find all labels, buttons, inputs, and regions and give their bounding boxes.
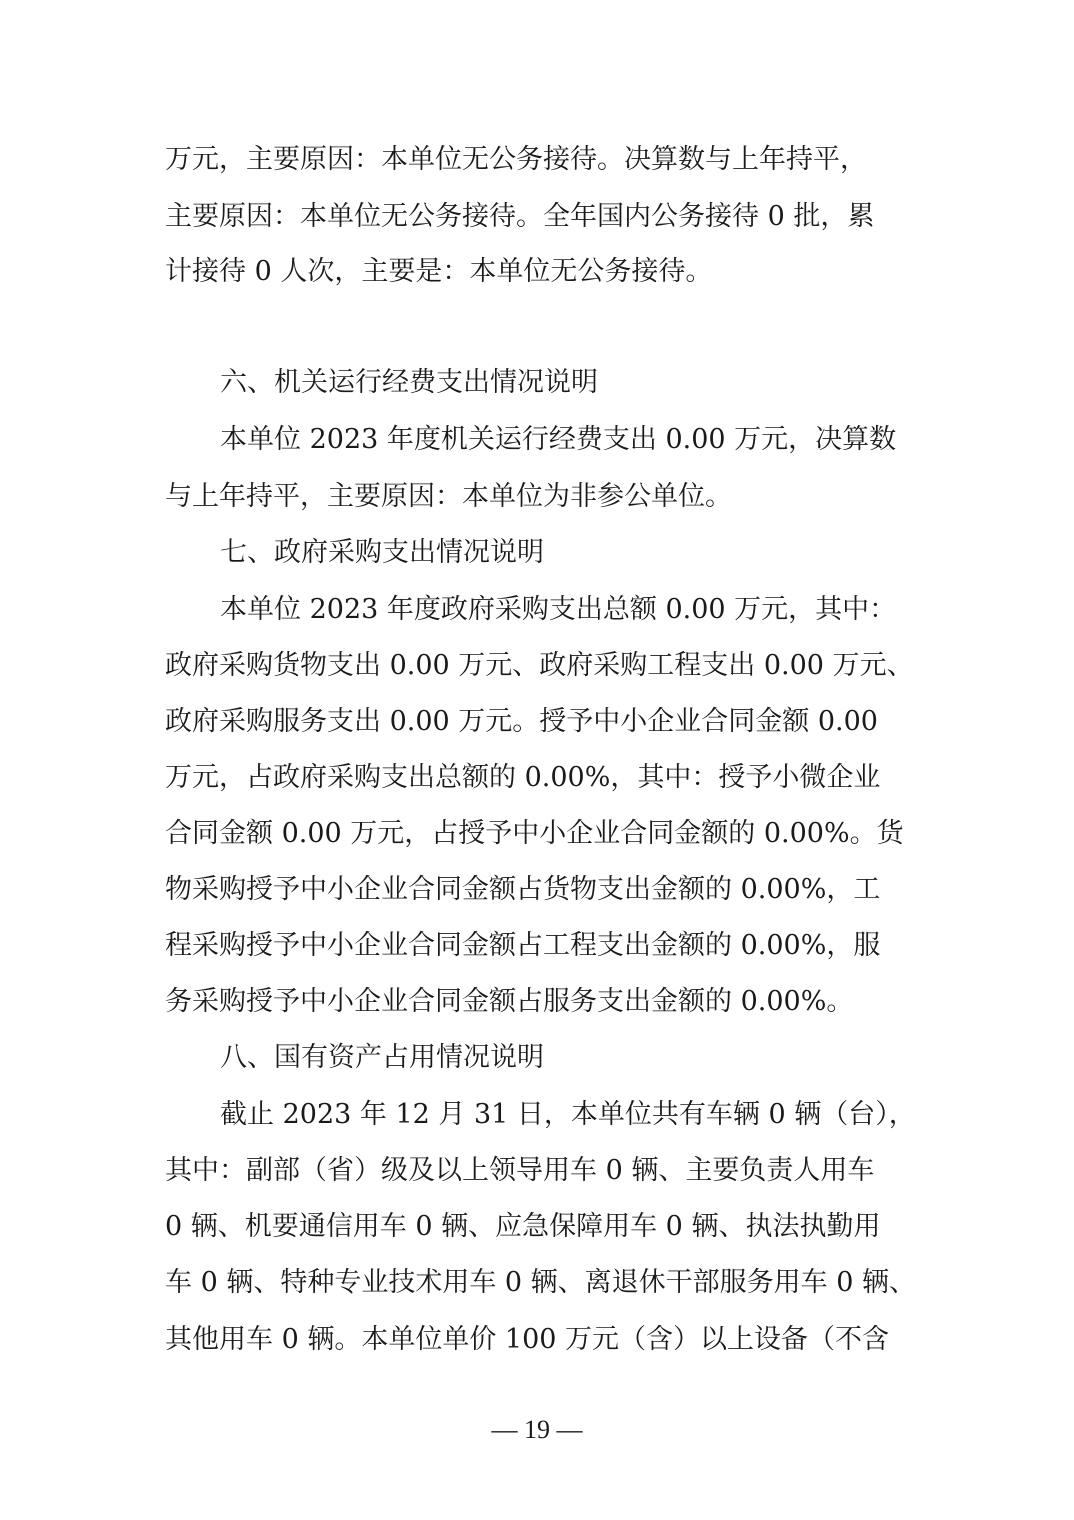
text-line: 物采购授予中小企业合同金额占货物支出金额的 0.00%，工 [165, 874, 881, 905]
text-line: 0 辆、机要通信用车 0 辆、应急保障用车 0 辆、执法执勤用 [165, 1211, 881, 1242]
text-line: 与上年持平，主要原因：本单位为非参公单位。 [165, 481, 732, 512]
text-line: 本单位 2023 年度机关运行经费支出 0.00 万元，决算数 [220, 424, 897, 455]
section-heading: 七、政府采购支出情况说明 [220, 537, 544, 568]
text-line: 万元，主要原因：本单位无公务接待。决算数与上年持平， [165, 144, 867, 175]
text-line: 务采购授予中小企业合同金额占服务支出金额的 0.00%。 [165, 986, 854, 1017]
text-line: 本单位 2023 年度政府采购支出总额 0.00 万元，其中： [220, 594, 897, 625]
page-number: — 19 — [491, 1415, 583, 1444]
text-line: 其中：副部（省）级及以上领导用车 0 辆、主要负责人用车 [165, 1155, 875, 1186]
text-line: 车 0 辆、特种专业技术用车 0 辆、离退休干部服务用车 0 辆、 [165, 1267, 917, 1298]
text-line: 政府采购货物支出 0.00 万元、政府采购工程支出 0.00 万元、 [165, 650, 914, 681]
text-line: 主要原因：本单位无公务接待。全年国内公务接待 0 批，累 [165, 201, 875, 232]
text-line: 万元，占政府采购支出总额的 0.00%，其中：授予小微企业 [165, 762, 881, 793]
section-heading: 八、国有资产占用情况说明 [220, 1042, 544, 1073]
section-heading: 六、机关运行经费支出情况说明 [220, 367, 598, 398]
text-line: 合同金额 0.00 万元，占授予中小企业合同金额的 0.00%。货 [165, 818, 904, 849]
text-line: 截止 2023 年 12 月 31 日，本单位共有车辆 0 辆（台）， [220, 1099, 916, 1130]
text-line: 其他用车 0 辆。本单位单价 100 万元（含）以上设备（不含 [165, 1324, 890, 1355]
text-line: 计接待 0 人次，主要是：本单位无公务接待。 [165, 256, 713, 287]
text-line: 政府采购服务支出 0.00 万元。授予中小企业合同金额 0.00 [165, 706, 878, 737]
text-line: 程采购授予中小企业合同金额占工程支出金额的 0.00%，服 [165, 930, 881, 961]
